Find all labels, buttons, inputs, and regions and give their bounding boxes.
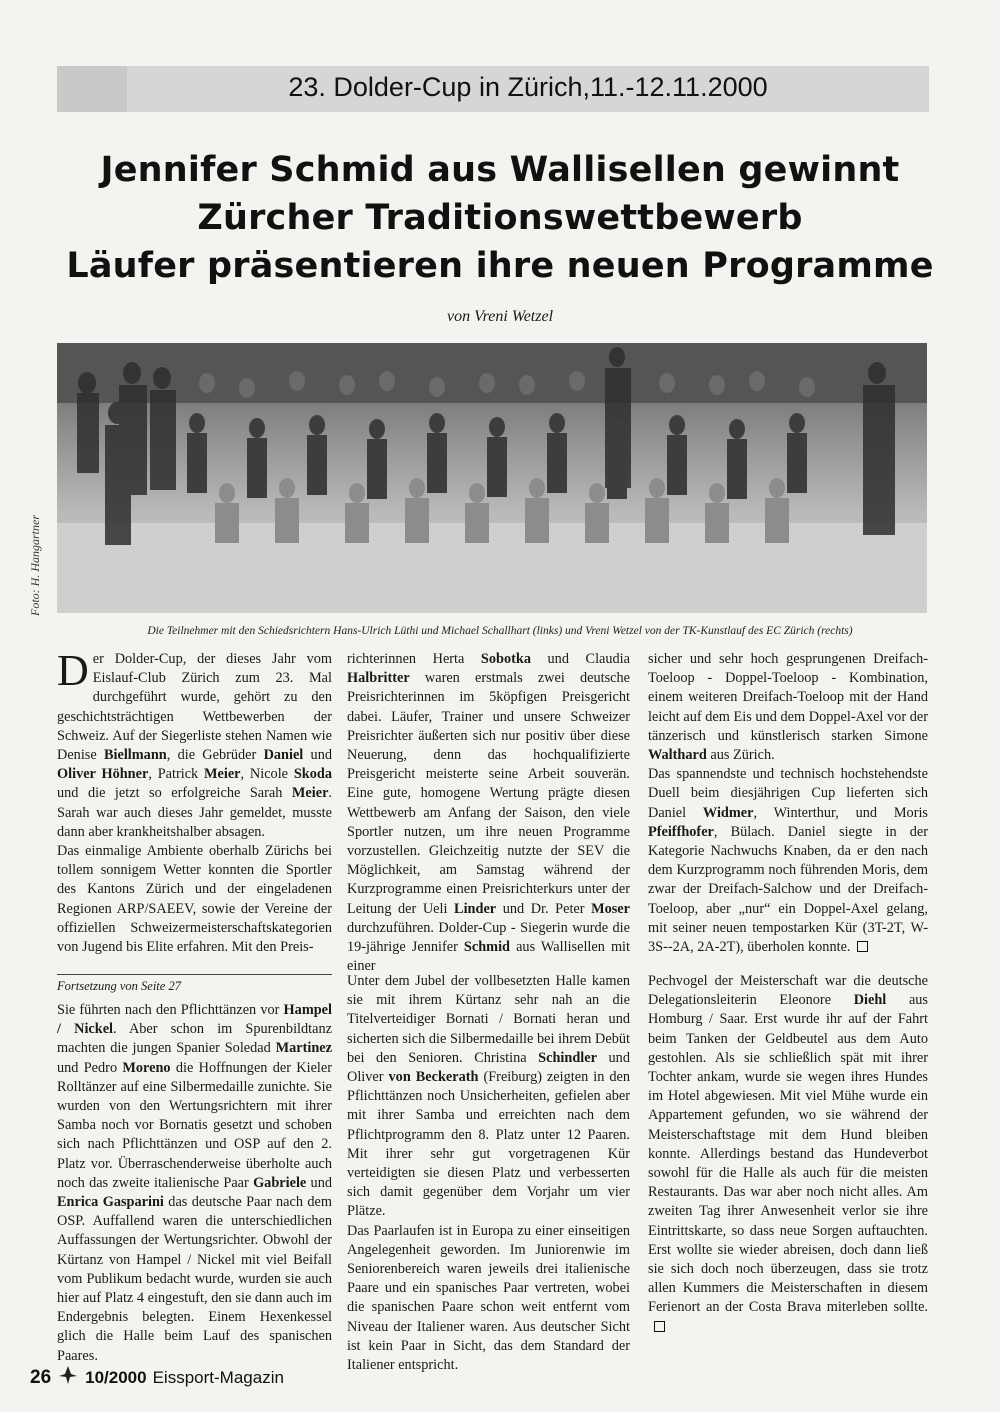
text-run: das deutsche Paar nach dem OSP. Auffallend waren die unterschiedlichen Auffassungen der Wertungsrichter. Obwohl der Kürtanz von Hampel / Nickel mit viel Beifall vom Publikum bedacht wurde, wurden sie auch hier auf Platz 4 eingestuft, den sie dann auch im Endergebnis belegten. Einem Hexenkessel glich die Halle beim Lauf des spanischen Paares. [57,1194,332,1364]
name-bold: Moser [591,900,630,917]
headline-line-1: Jennifer Schmid aus Wallisellen gewinnt [100,150,900,190]
paragraph [648,765,928,957]
text-run: und Dr. Peter [496,900,592,917]
article-top-column-3 [648,650,928,957]
text-run: , Patrick [148,766,205,783]
text-run: Das spannendste und technisch hochstehendste Duell beim diesjährigen Cup lieferten sich Daniel [648,766,928,821]
text-run: , Nicole [240,766,294,783]
photo-credit: Foto: H. Hangartner [28,515,42,616]
byline: von Vreni Wetzel [446,308,554,325]
name-bold: von Beckerath [388,1069,479,1086]
headline-line-3: Läufer präsentieren ihre neuen Programme [66,246,934,286]
text-run: sicher und sehr hoch gesprungenen Dreifach-Toeloop - Doppel-Toeloop - Kombination, einem weiteren Dreifach-Toeloop mit der Hand leicht auf dem Eis und dem Doppel-Axel vor der tänzerisch und künstlerisch starken Simone [648,651,928,744]
name-bold: Hampel / Nickel [57,1002,332,1038]
article-headline [60,146,940,290]
text-run: . Aber schon im Spurenbildtanz machten die jungen Spanier Soledad [57,1021,332,1057]
text-run: Pechvogel der Meisterschaft war die deutsche Delegationsleiterin Eleonore [648,973,928,1009]
group-photo [57,343,927,613]
headline-line-2: Zürcher Traditionswettbewerb [197,198,803,238]
text-run: Sie führten nach den Pflichttänzen vor [57,1002,284,1018]
end-mark-icon [857,941,868,952]
magazine-name: Eissport-Magazin [152,1367,284,1387]
text-run: durchzuführen. Dolder-Cup - Siegerin wurde die 19-jährige Jennifer [347,919,630,956]
name-bold: Halbritter [347,670,410,687]
paragraph [57,646,332,842]
text-run: und Oliver [347,1049,630,1086]
text-run: und Pedro [57,1059,123,1076]
text-run: , Bülach. Daniel siegte in der Kategorie Nachwuchs Knaben, da er den nach dem Kurzprogramm noch führenden Moris, dem zwar der Dreifach-Salchow und der Dreifach-Toeloop, aber „nur“ ein Doppel-Axel gelang, mit seiner neuen tempostarken Kür (3T-2T, W-3S--2A, 2A-2T), überholen konnte. [648,823,928,956]
name-bold: Meier [204,766,241,783]
name-bold: Schmid [463,939,511,956]
paragraph [347,650,630,976]
text-run: die Hoffnungen der Kieler Rolltänzer auf eine Silbermedaille zunichte. Sie wurden von den Wertungsrichtern mit ihrer Samba noch vor Bornatis gesetzt und schoben sich nach Pflichttänzen und OSP auf den 2. Platz vor. Überraschenderweise überholte auch noch das zweite italienische Paar [57,1059,332,1191]
text-run: aus Zürich. [706,747,775,764]
text-run: waren erstmals zwei deutsche Preisrichterinnen im 5köpfigen Preisgericht dabei. Läufer, Trainer und unsere Schweizer Preisrichter äußerten sich nur positiv über diese Neuerung, denn das hochqualifizierte Preisgericht meisterte seine Arbeit souverän. Eine gute, homogene Wertung prägte diesen Wettbewerb am Anfang der Saison, den viele Sportler nutzen, um ihre neuen Programme vorzustellen. Gleichzeitig nutzte der SEV die Möglichkeit, am Samstag während der Kurzprogramme einen Preisrichterkurs unter der Leitung der Ueli [347,670,630,917]
drop-cap: D [57,646,89,695]
name-bold: Schindler [538,1049,597,1066]
text-run: Unter dem Jubel der vollbesetzten Halle kamen sie mit ihrem Kürtanz sehr nah an die Titelverteidiger Bornati / Bornati heran und sicherten sich die Silbermedaille bei ihrem Debüt bei den Senioren. Christina [347,973,630,1066]
paragraph [648,972,928,1337]
page-footer [30,1364,284,1391]
text-run: aus Homburg / Saar. Erst wurde ihr auf der Fahrt beim Tanken der Geldbeutel aus dem Auto gestohlen. Als sie schließlich spät mit ihrer Tochter ankam, wurde sie wegen ihres Hundes im Hotel abgewiesen. Mit viel Mühe wurde ein Appartement gefunden, wo sie während der Meisterschaftstage mit dem Hund bleiben konnte. Allerdings bestand das Hundeverbot sowohl für die Halle als auch für die meisten Restaurants. Das war aber noch nicht alles. Am zweiten Tag ihrer Anwesenheit verlor sie ihre Eintrittskarte, so dass neue Sorgen auftauchten. Erst wollte sie wieder abreisen, doch dann ließ sie sich doch noch überzeugen, dass sie trotz allen Kummers die Meisterschaften in diesem Ferienort an der Costa Brava miterleben sollte. [648,992,928,1316]
end-mark-icon [654,1321,665,1332]
name-bold: Linder [454,900,497,917]
article-bottom-column-1 [57,1001,332,1366]
paragraph [648,650,928,765]
paragraph [347,972,630,1222]
section-banner [57,66,929,112]
name-bold: Martinez [275,1040,332,1057]
text-run: und Claudia [530,651,630,667]
name-bold: Meier [291,785,329,802]
paragraph: Das Paarlaufen ist in Europa zu einer einseitigen Angelegenheit geworden. Im Juniorenwie im Seniorenbereich waren jeweils drei italienische Paare und ein spanisches Paar vertreten, wobei die spanischen Paare schon weit entfernt vom Niveau der Italiener waren. Aus deutscher Sicht ist kein Paar in Sicht, das dem Standard der Italiener entspricht. [347,1222,630,1374]
name-bold: Oliver Höhner [57,766,149,783]
paragraph [57,1001,332,1366]
text-run: (Freiburg) zeigten in den Pflichttänzen noch Unsicherheiten, gefielen aber mit ihrer Samba und erreichten nach dem Pflichtprogramm den 8. Platz unter 12 Paaren. Mit ihrer sehr gut vorgetragenen Kür verteidigten sie diesen Platz und verbesserten sich damit gegenüber dem Vorjahr um vier Plätze. [347,1069,630,1220]
text-run: , Winterthur, und Moris [753,804,928,821]
name-bold: Biellmann [103,747,167,764]
name-bold: Diehl [853,992,887,1009]
text-run: er Dolder-Cup, der dieses Jahr vom Eislauf-Club Zürich zum 23. Mal durchgeführt wurde, gehört zu den geschichtsträchtigen Wettbewerben der Schweiz. Auf der Siegerliste stehen Namen wie Denise [57,651,332,764]
text-run: und [306,1174,332,1191]
article-bottom-column-2 [347,972,630,1375]
article-top-column-1 [57,646,332,957]
name-bold: Gabriele [253,1174,307,1191]
page-number: 26 [30,1366,52,1388]
name-bold: Moreno [122,1059,171,1076]
name-bold: Pfeiffhofer [648,823,714,840]
photo-caption: Die Teilnehmer mit den Schiedsrichtern Hans-Ulrich Lüthi und Michael Schallhart (links) und Vreni Wetzel von der TK-Kunstlauf des EC Zürich (rechts) [147,625,853,637]
text-run: aus Wallisellen mit einer [347,939,631,975]
name-bold: Walthard [648,747,707,764]
skater-logo-icon [57,1364,79,1391]
text-run: . Sarah war auch dieses Jahr gemeldet, musste dann aber krankheitshalber absagen. [57,785,332,840]
name-bold: Enrica Gasparini [57,1194,164,1211]
name-bold: Skoda [293,766,332,783]
text-run: und [303,747,332,764]
paragraph: Das einmalige Ambiente oberhalb Zürichs bei tollem sonnigem Wetter konnten die Sportler des Kantons Zürich und der eingeladenen Regionen ARP/SAEEV, sowie der Vereine der offiziellen Schweizermeisterschaftskategorien von Jugend bis Elite erfahren. Mit den Preis- [57,843,332,956]
text-run: und die jetzt so erfolgreiche Sarah [57,785,292,802]
text-run: richterinnen Herta [347,651,481,667]
issue-number: 10/2000 [85,1367,147,1387]
continuation-note: Fortsetzung von Seite 27 [57,974,332,994]
name-bold: Sobotka [480,651,531,667]
text-run: , die Gebrüder [166,747,264,764]
name-bold: Widmer [702,804,754,821]
article-top-column-2 [347,650,630,976]
name-bold: Daniel [263,747,304,764]
group-photo-illustration [57,343,927,613]
banner-title: 23. Dolder-Cup in Zürich,11.-12.11.2000 [288,72,768,102]
article-bottom-column-3 [648,972,928,1337]
